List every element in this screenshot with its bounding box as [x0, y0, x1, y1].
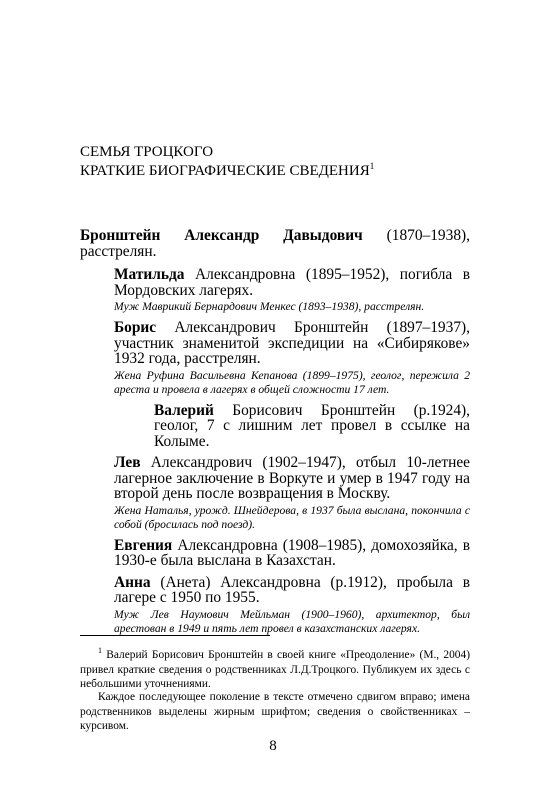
- entry-boris: [114, 320, 470, 367]
- footnote-text: Валерий Борисович Бронштейн в своей книге «Преодоление» (М., 2004) привел краткие сведения о родственниках Л.Д.Троцкого. Публикуем их здесь с небольшими уточнениями.: [80, 649, 470, 690]
- footnote-divider: [80, 635, 270, 636]
- footnote-ref[interactable]: 1: [369, 161, 375, 171]
- entry-lev-block: [114, 455, 470, 532]
- entry-name: Валерий: [154, 401, 214, 419]
- entry-text: Александровна (1895–1952), погибла в Мордовских лагерях.: [114, 266, 470, 299]
- section-heading: [80, 143, 374, 181]
- footnote-mark: 1: [98, 646, 102, 656]
- entry-text: Александрович Бронштейн (1897–1937), участник знаменитой экспедиции на «Сибирякове» 1932 года, расстрелян.: [114, 319, 470, 367]
- spouse-note: Жена Наталья, урожд. Шнейдерова, в 1937 была выслана, покончила с собой (бросилась под поезд).: [114, 503, 470, 531]
- biography-list: [80, 228, 470, 636]
- entry-boris-block: [114, 320, 470, 397]
- entry-matilda-block: [114, 267, 470, 314]
- entry-evgenia-block: [114, 538, 470, 569]
- entry-evgenia: [114, 538, 470, 569]
- entry-name: Анна: [114, 573, 151, 591]
- footnote-1: [80, 648, 470, 692]
- heading-line-2: КРАТКИЕ БИОГРАФИЧЕСКИЕ СВЕДЕНИЯ$^1$: [80, 161, 375, 179]
- entry-alexander: [80, 228, 470, 259]
- page-number: 8: [269, 738, 277, 754]
- spouse-note: Муж Лев Наумович Мейльман (1900–1960), архитектор, был арестован в 1949 и пять лет провел в казахстанских лагерях.: [114, 607, 470, 635]
- entry-name: Лев: [114, 454, 141, 471]
- entry-valery: [154, 403, 470, 450]
- spouse-note: Муж Маврикий Бернардович Менкес (1893–1938), расстрелян.: [114, 300, 425, 313]
- entry-text: (1870–1938), расстрелян.: [80, 227, 470, 260]
- entry-matilda: [114, 267, 470, 298]
- entry-lev: [114, 455, 470, 502]
- footnote-2: [80, 690, 470, 734]
- entry-text: Борисович Бронштейн (р.1924), геолог, 7 с лишним лет провел в ссылке на Колыме.: [154, 401, 470, 450]
- heading-line-1: СЕМЬЯ ТРОЦКОГО: [80, 144, 214, 160]
- entry-name: Борис: [114, 319, 157, 336]
- entry-text: Александрович (1902–1947), отбыл 10-летнее лагерное заключение в Воркуте и умер в 1947 году на второй день после возвращения в Москву.: [114, 454, 470, 502]
- entry-anna: [114, 575, 470, 606]
- spouse-note: Жена Руфина Васильевна Кепанова (1899–1975), геолог, пережила 2 ареста и провела в лагерях в общей сложности 17 лет.: [114, 368, 470, 396]
- entry-name: Бронштейн Александр Давыдович: [80, 227, 363, 244]
- entry-anna-block: [114, 575, 470, 636]
- entry-name: Евгения: [114, 536, 173, 554]
- entry-text: (Анета) Александровна (р.1912), пробыла в лагере с 1950 по 1955.: [114, 573, 470, 606]
- footnote-text: Каждое последующее поколение в тексте отмечено сдвигом вправо; имена родственников выделены жирным шрифтом; сведения о свойственниках – курсивом.: [80, 691, 470, 732]
- entry-name: Матильда: [114, 266, 185, 283]
- entry-text: Александровна (1908–1985), домохозяйка, в 1930-е была выслана в Казахстан.: [114, 536, 470, 569]
- entry-valery-block: [154, 403, 470, 450]
